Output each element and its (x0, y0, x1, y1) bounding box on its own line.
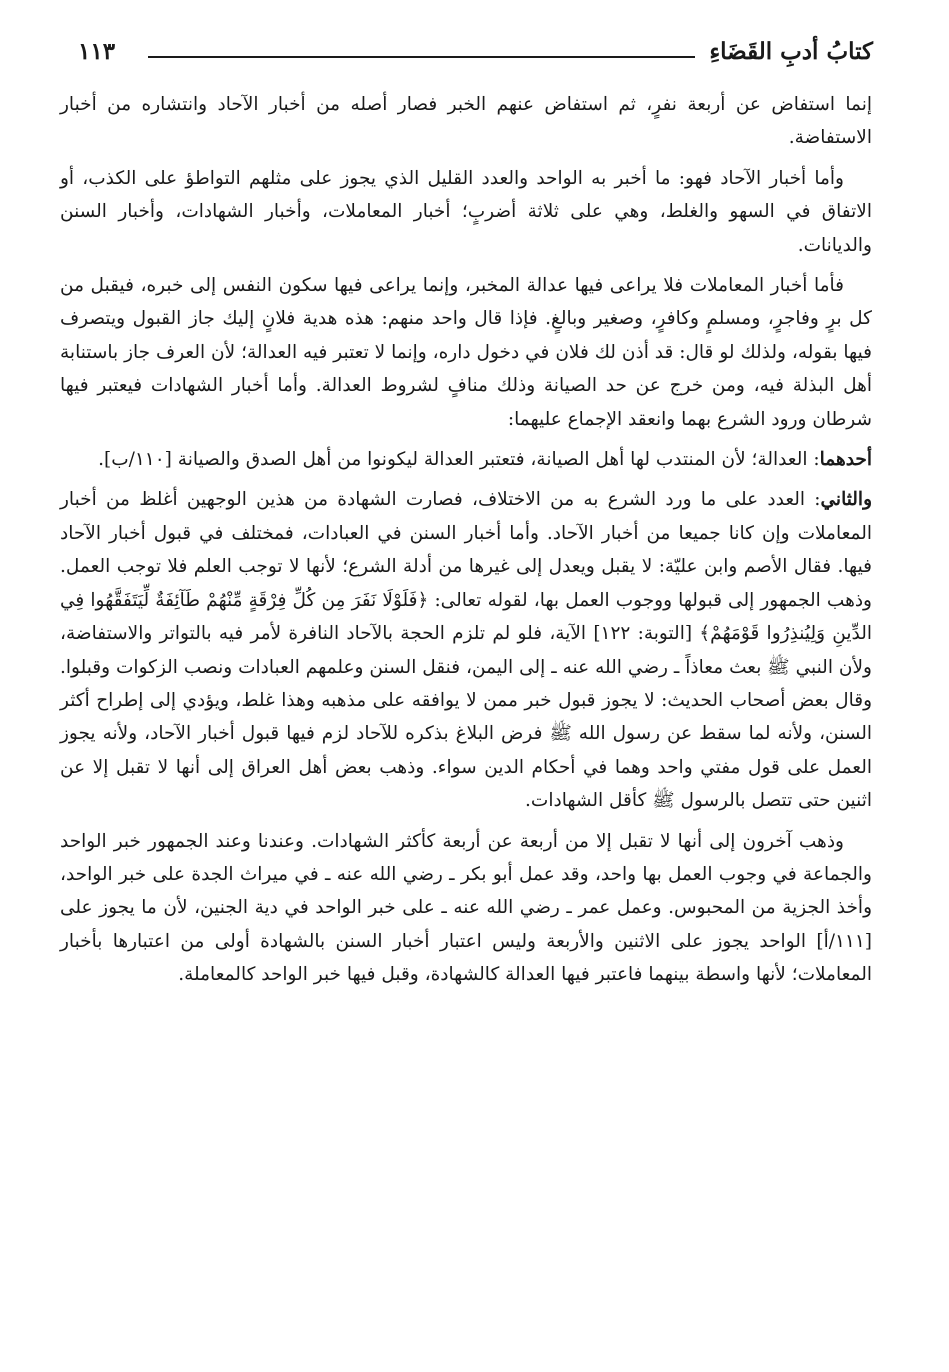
paragraph-text: وأما أخبار الآحاد فهو: ما أخبر به الواحد والعدد القليل الذي يجوز على مثلهم التواطؤ على الكذب، أو الاتفاق في السهو والغلط، وهي على ثلاثة أضربٍ؛ أخبار المعاملات، وأخبار الشهادات، وأخبار السنن والديانات. (60, 167, 872, 256)
paragraph-text: فأما أخبار المعاملات فلا يراعى فيها عدالة المخبر، وإنما يراعى فيها سكون النفس إلى خبره، فيقبل من كل برٍ وفاجرٍ، ومسلمٍ وكافرٍ، وصغير وبالغٍ. فإذا قال واحد منهم: هذه هدية فلانٍ إليك جاز القبول ويتصرف فيها بقوله، ولذلك لو قال: قد أذن لك فلان في دخول داره، وإنما لا تعتبر فيه العدالة؛ لأن العرف جاز باستنابة أهل البذلة فيه، ومن خرج عن حد الصيانة وذلك منافٍ لشروط العدالة. وأما أخبار الشهادات فيعتبر فيها شرطان ورود الشرع بهما وانعقد الإجماع عليهما: (60, 275, 872, 430)
paragraph-4 (60, 443, 872, 476)
paragraph-5 (60, 483, 872, 817)
body-text (60, 88, 872, 999)
paragraph-3 (60, 269, 872, 436)
paragraph-6 (60, 825, 872, 992)
page-header (78, 34, 873, 78)
paragraph-lead: والثاني (820, 489, 872, 511)
header-rule (148, 56, 695, 58)
paragraph-text: : العدالة؛ لأن المنتدب لها أهل الصيانة، فتعتبر العدالة ليكونوا من أهل الصدق والصيانة [١١٠/ب]. (98, 449, 820, 471)
page-number: ١١٣ (78, 38, 116, 65)
paragraph-text: إنما استفاض عن أربعة نفرٍ، ثم استفاض عنهم الخبر فصار أصله من أخبار الآحاد وانتشاره من أخبار الاستفاضة. (60, 94, 872, 149)
paragraph-2 (60, 162, 872, 262)
paragraph-text: وذهب آخرون إلى أنها لا تقبل إلا من أربعة عن أربعة كأكثر الشهادات. وعندنا وعند الجمهور خبر الواحد والجماعة في وجوب العمل بها واحد، وقد عمل أبو بكر ـ رضي الله عنه ـ في ميراث الجدة على خبر الواحد، وأخذ الجزية من المحبوس. وعمل عمر ـ رضي الله عنه ـ على خبر الواحد في دية الجنين، لأن ما يجوز على [١١١/أ] الواحد يجوز على الاثنين والأربعة وليس اعتبار أخبار السنن بالشهادة أولى من اعتبارها بأخبار المعاملات؛ لأنها واسطة بينهما فاعتبر فيها العدالة كالشهادة، وقبل فيها خبر الواحد كالمعاملة. (60, 830, 872, 986)
paragraph-1 (60, 88, 872, 155)
paragraph-text: : العدد على ما ورد الشرع به من الاختلاف، فصارت الشهادة من هذين الوجهين أغلظ من أخبار المعاملات وإن كانا جميعا من أخبار الآحاد. وأما أخبار السنن في العبادات، فمختلف في قبول أخبار الآحاد فيها. فقال الأصم وابن عليّة: لا يقبل ويعدل إلى غيرها من أدلة الشرع؛ لأنها لا توجب العلم فلا توجب العمل. وذهب الجمهور إلى قبولها ووجوب العمل بها، لقوله تعالى: ﴿فَلَوْلَا نَفَرَ مِن كُلِّ فِرْقَةٍ مِّنْهُمْ طَآئِفَةٌ لِّيَتَفَقَّهُوا فِي الدِّينِ وَلِيُنذِرُوا قَوْمَهُمْ﴾ [التوبة: ١٢٢] الآية، فلو لم تلزم الحجة بالآحاد النافرة لأمر فيه بالتواتر والاستفاضة، ولأن النبي ﷺ بعث معاذاً ـ رضي الله عنه ـ إلى اليمن، فنقل السنن وعلمهم العبادات ونصب الزكوات وقبلوا. وقال بعض أصحاب الحديث: لا يجوز قبول خبر ممن لا يوافقه على مذهبه وهذا غلط، ويؤدي إلى إطراح أكثر السنن، ولأنه لما سقط عن رسول الله ﷺ فرض البلاغ بذكره للآحاد لزم فيها قبول أخبار الآحاد، ولأنه يجوز العمل على قول مفتي واحد وهما في أحكام الدين سواء. وذهب بعض أهل العراق إلى أنها لا تقبل إلا عن اثنين حتى تتصل بالرسول ﷺ كأقل الشهادات. (60, 489, 872, 812)
paragraph-lead: أحدهما (819, 449, 872, 471)
running-title: كتابُ أدبِ القَضَاءِ (709, 38, 873, 65)
